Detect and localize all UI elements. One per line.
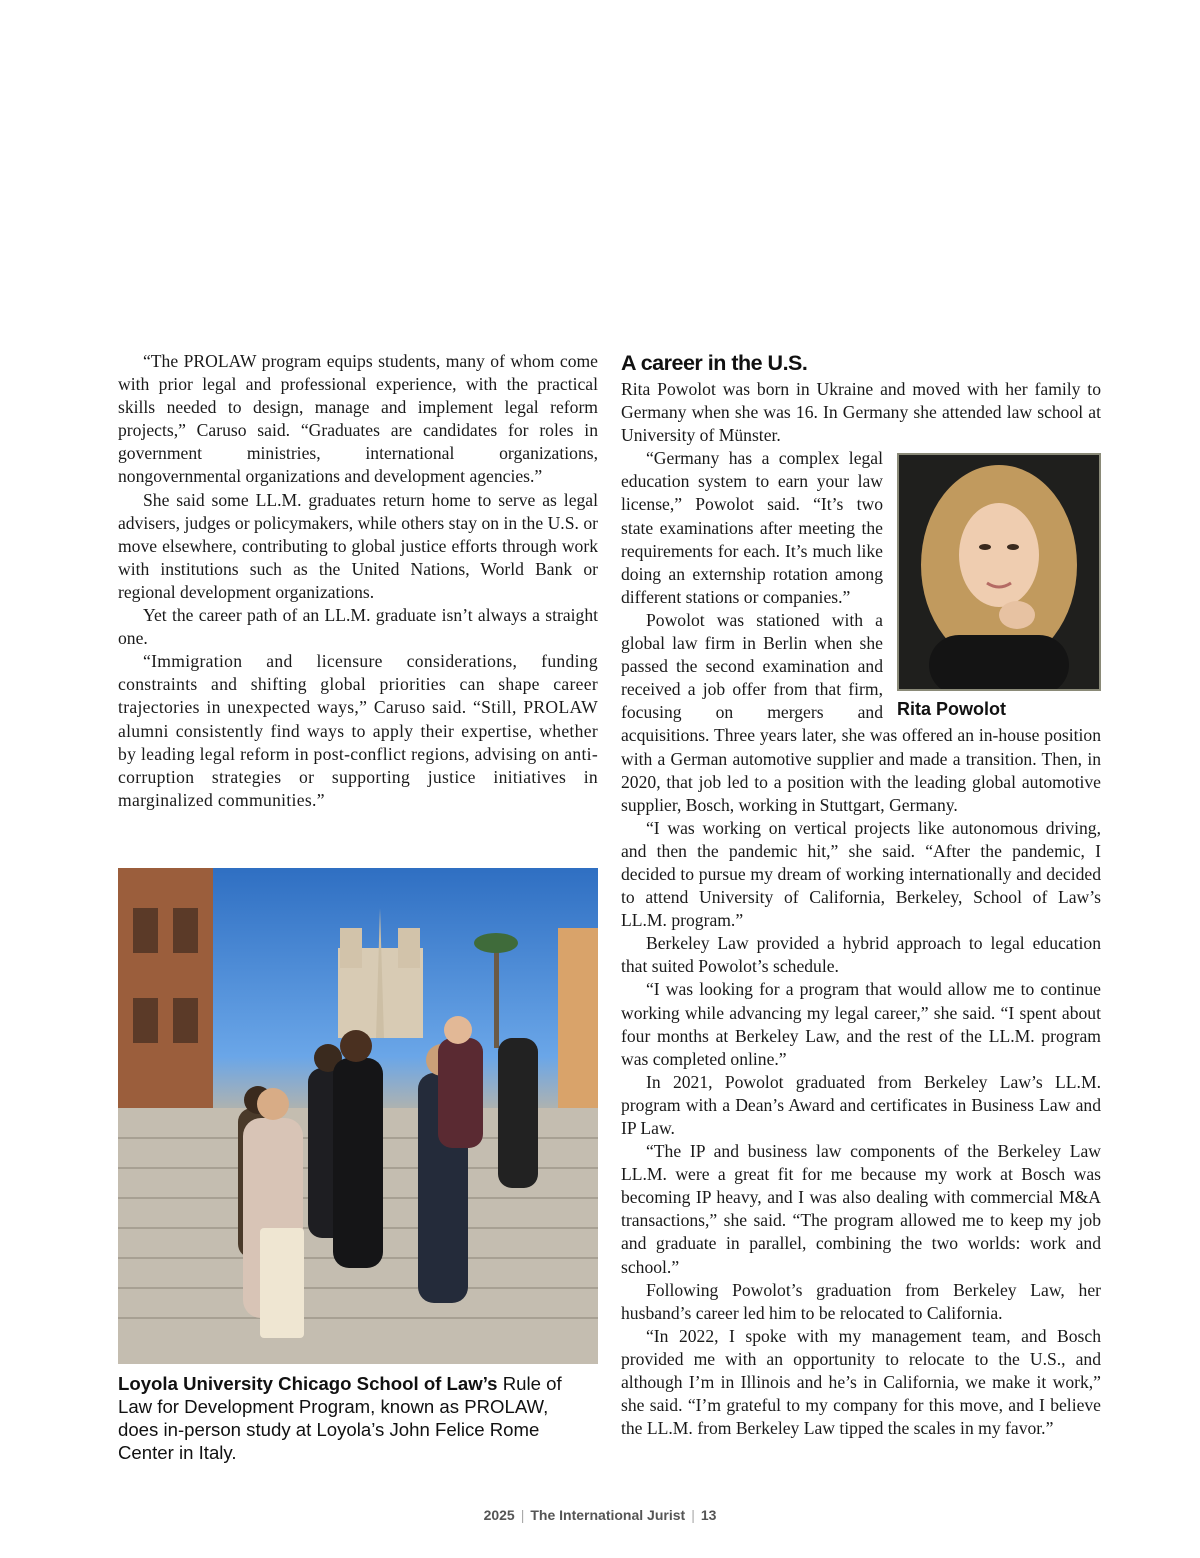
body-paragraph: “I was looking for a program that would allow me to continue working while advancing my legal career,” she said. “I spent about four months at Berkeley Law, and the rest of the LL.M. program was completed online.” [621, 979, 1101, 1069]
group-photo-caption [118, 1372, 578, 1464]
portrait-caption: Rita Powolot [897, 699, 1006, 720]
portrait-photo-rita-powolot [897, 453, 1101, 691]
body-paragraph: Following Powolot’s graduation from Berkeley Law, her husband’s career led him to be relocated to California. [621, 1279, 1101, 1323]
body-paragraph: “Germany has a complex legal education system to earn your law license,” Powolot said. “It’s two state examinations after meeting the requirements for each. It’s much like doing an externship rotation among different stations or companies.” [621, 448, 883, 607]
body-paragraph: “In 2022, I spoke with my management team, and Bosch provided me with an opportunity to relocate to the U.S., and although I’m in Illinois and he’s in California, we make it work,” she said. “I’m grateful to my company for this move, and I believe the LL.M. from Berkeley Law tipped the scales in my favor.” [621, 1325, 1101, 1439]
right-column [621, 350, 1101, 1440]
body-paragraph: In 2021, Powolot graduated from Berkeley Law’s LL.M. program with a Dean’s Award and certificates in Business Law and IP Law. [621, 1071, 1101, 1138]
body-paragraph: Berkeley Law provided a hybrid approach to legal education that suited Powolot’s schedule. [621, 933, 1101, 977]
left-column [118, 350, 598, 812]
body-paragraph: Powolot was stationed with a global law firm in Berlin when she passed the second examination and received a job offer from that firm, focusing on mergers and acquisitions. Three years later, she was offered an in-house position with a German automotive supplier and made a transition. Then, in 2020, that job led to a position with the leading global automotive supplier, Bosch, working in Stuttgart, Germany. [621, 609, 1101, 815]
footer-page-number: 13 [700, 1507, 717, 1523]
body-paragraph: “Immigration and licensure considerations, funding constraints and shifting global priorities can shape career trajectories in unexpected ways,” Caruso said. “Still, PROLAW alumni consistently find ways to apply their expertise, whether by leading legal reform in post-conflict regions, advising on anti-corruption strategies or supporting justice initiatives in marginalized communities.” [118, 651, 598, 810]
section-heading: A career in the U.S. [621, 351, 808, 375]
footer-separator: | [520, 1507, 525, 1523]
footer-separator: | [691, 1507, 695, 1523]
body-paragraph: “The PROLAW program equips students, many of whom come with prior legal and professional experience, with the practical skills needed to design, manage and implement legal reform projects,” Caruso said. “Graduates are candidates for roles in government ministries, international organizations, nongovernmental organizations and development agencies.” [118, 351, 598, 487]
body-paragraph: Yet the career path of an LL.M. graduate isn’t always a straight one. [118, 605, 598, 649]
spanish-steps-photo-illustration [118, 868, 598, 1364]
footer-publication: The International Jurist [530, 1507, 686, 1523]
group-photo-rome [118, 868, 598, 1364]
page-footer [0, 1507, 1200, 1523]
portrait-figure [897, 453, 1101, 720]
body-paragraph: “The IP and business law components of the Berkeley Law LL.M. were a great fit for me because my work at Bosch was becoming IP heavy, and I was also dealing with commercial M&A transactions,” she said. “The program allowed me to keep my job and graduate in parallel, combining the two worlds: work and school.” [621, 1141, 1101, 1277]
caption-text: Rule of Law for Development Program, known as PROLAW, does in-person study at Loyola’s John Felice Rome Center in Italy. [118, 1373, 562, 1463]
body-paragraph: She said some LL.M. graduates return home to serve as legal advisers, judges or policymakers, while others stay on in the U.S. or move elsewhere, contributing to global justice efforts through work with institutions such as the United Nations, World Bank or regional development organizations. [118, 489, 598, 602]
body-paragraph: “I was working on vertical projects like autonomous driving, and then the pandemic hit,” she said. “After the pandemic, I decided to pursue my dream of working internationally and decided to attend University of California, Berkeley, School of Law’s LL.M. program.” [621, 817, 1101, 931]
footer-year: 2025 [483, 1507, 515, 1523]
caption-bold-lead: Loyola University Chicago School of Law’s [118, 1373, 498, 1394]
body-paragraph: Rita Powolot was born in Ukraine and moved with her family to Germany when she was 16. In Germany she attended law school at University of Münster. [621, 379, 1101, 446]
portrait-illustration [899, 455, 1099, 689]
